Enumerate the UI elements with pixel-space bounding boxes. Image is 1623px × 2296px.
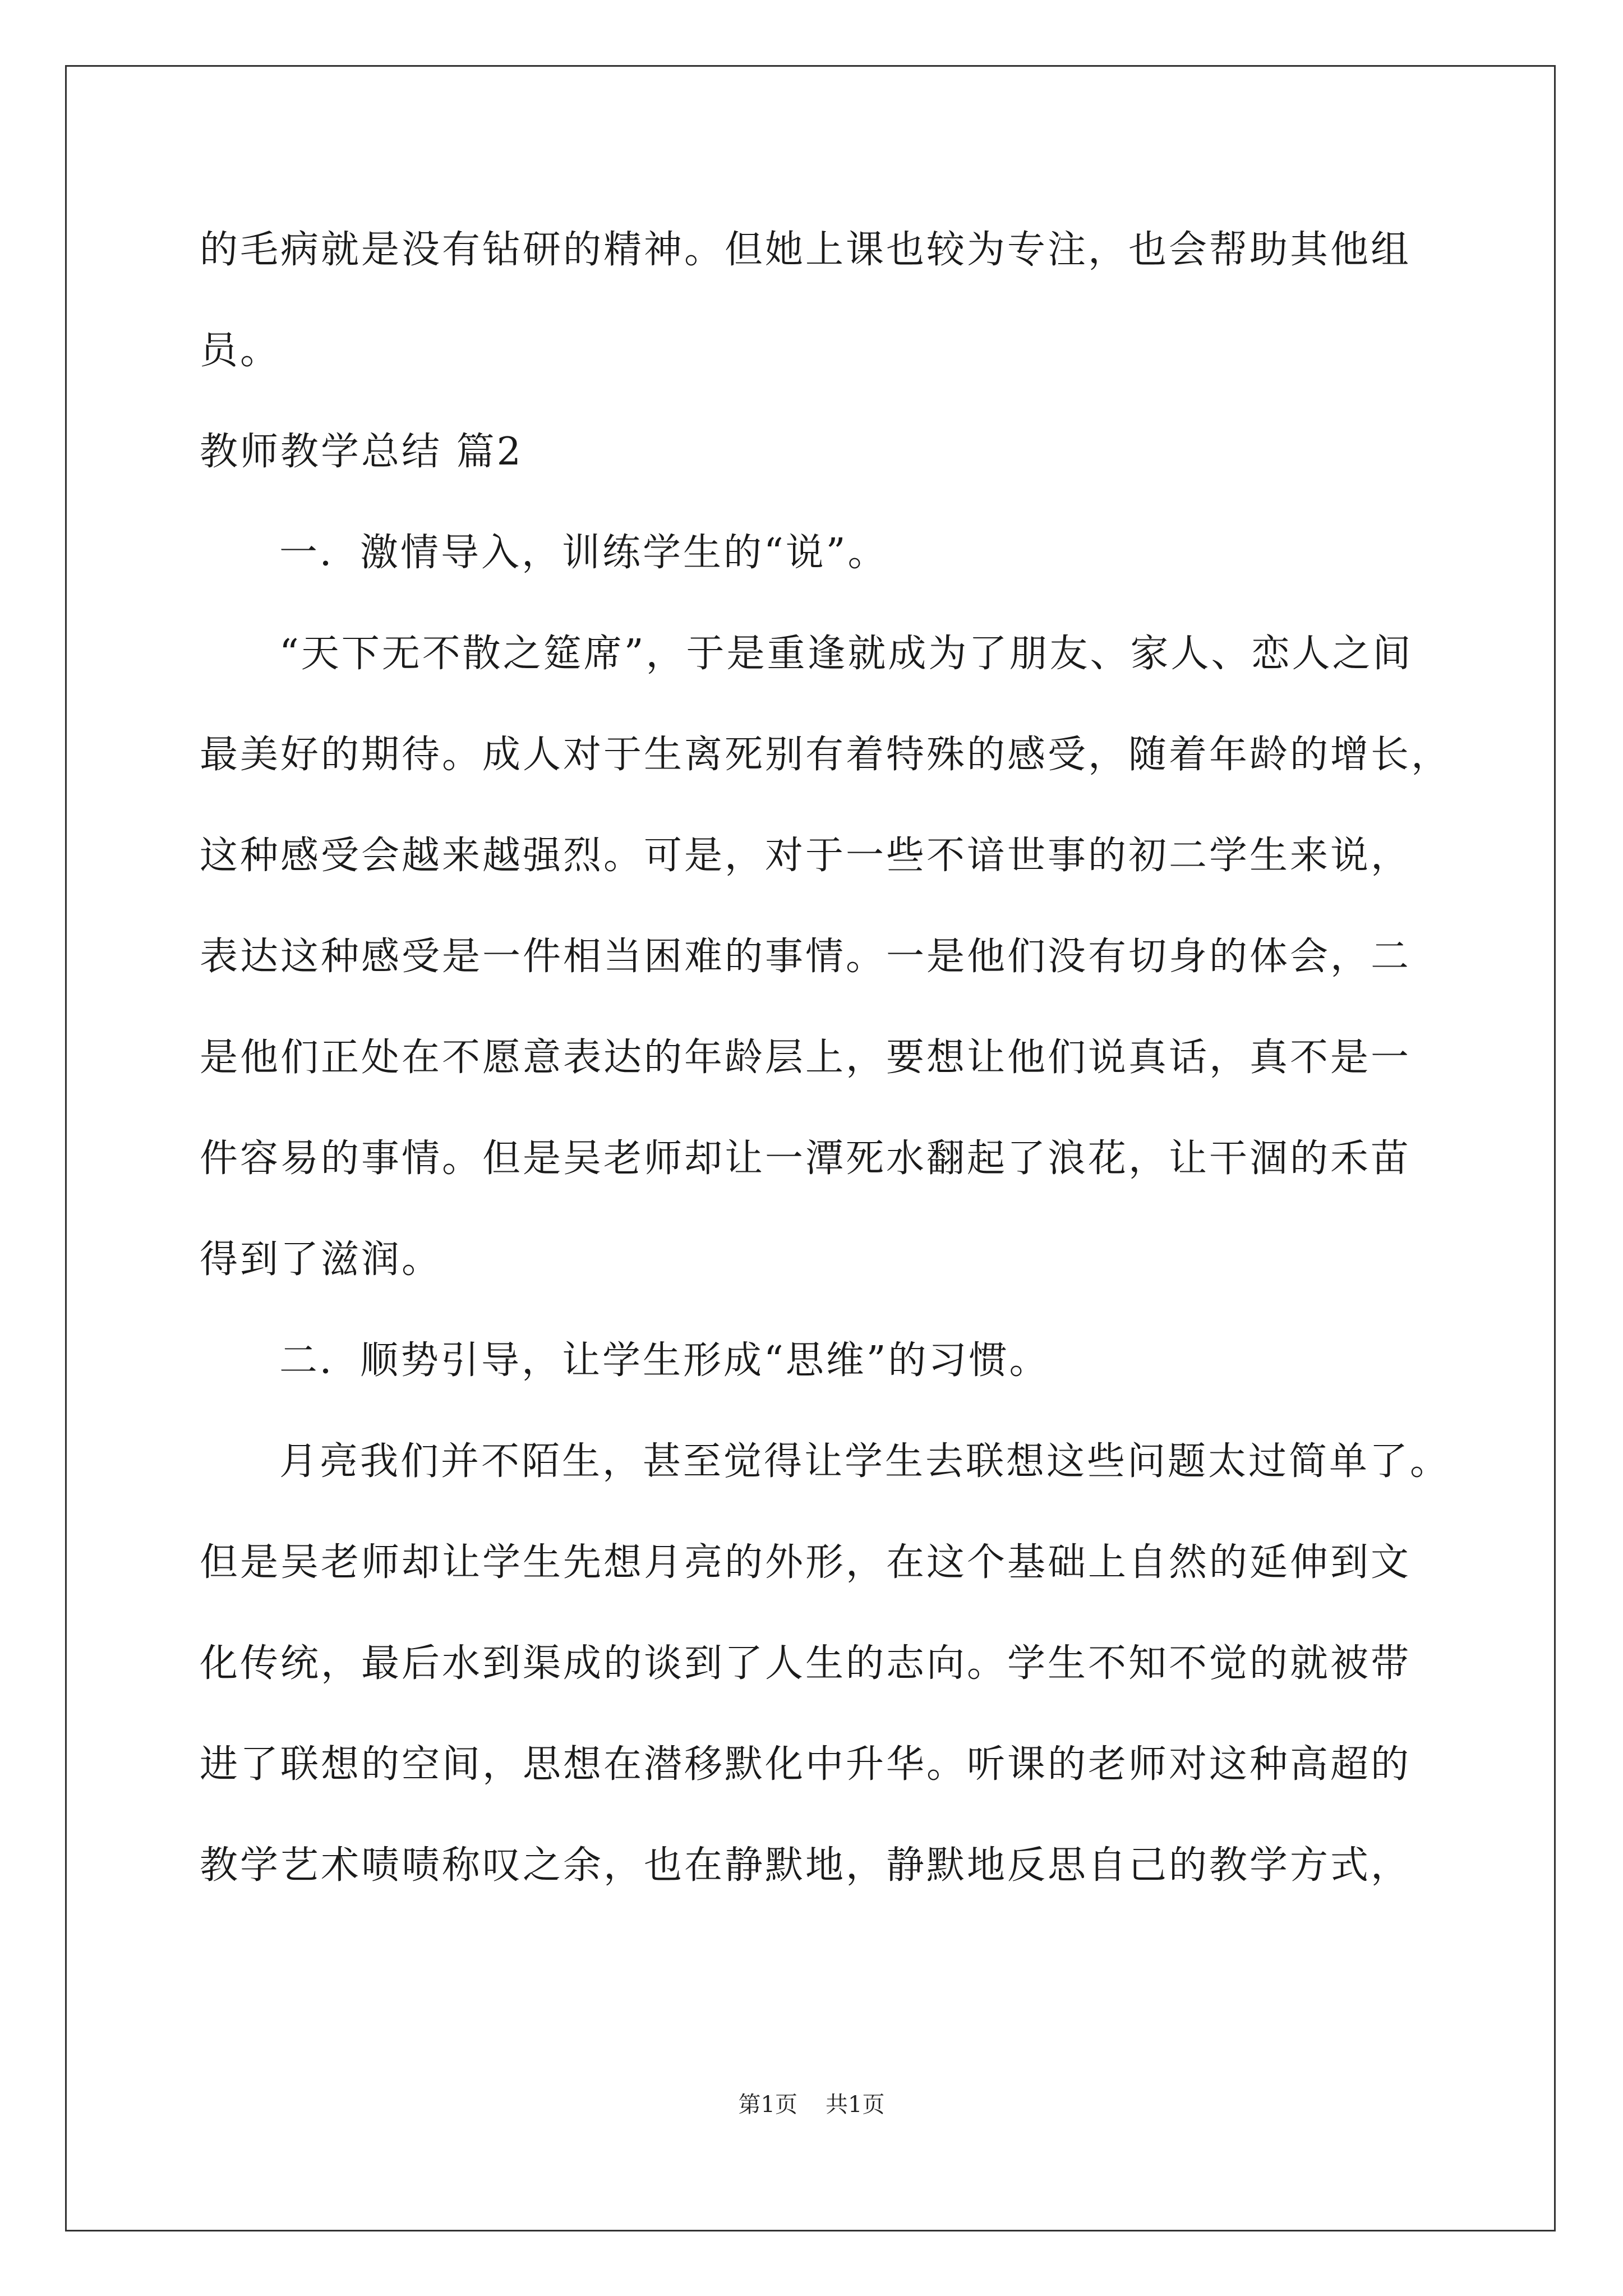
text-line: 的毛病就是没有钻研的精神。但她上课也较为专注，也会帮助其他组 (200, 228, 1412, 272)
text-line: 员。 (200, 329, 281, 373)
text-line: 化传统，最后水到渠成的谈到了人生的志向。学生不知不觉的就被带 (200, 1641, 1412, 1686)
text-line: 进了联想的空间，思想在潜移默化中升华。听课的老师对这种高超的 (200, 1742, 1412, 1787)
document-body (200, 200, 1456, 1916)
section-heading: 教师教学总结 篇2 (200, 430, 523, 474)
text-line: 月亮我们并不陌生，甚至觉得让学生去联想这些问题太过简单了。 (279, 1439, 1451, 1484)
text-line: 得到了滋润。 (200, 1237, 442, 1282)
text-line: 这种感受会越来越强烈。可是，对于一些不谙世事的初二学生来说， (200, 834, 1412, 878)
page-total: 共1页 (826, 2092, 885, 2118)
text-line: “天下无不散之筵席”，于是重逢就成为了朋友、家人、恋人之间 (279, 632, 1413, 676)
text-line: 件容易的事情。但是吴老师却让一潭死水翻起了浪花，让干涸的禾苗 (200, 1137, 1412, 1181)
page-footer (0, 2088, 1623, 2122)
subheading-2: 二．顺势引导，让学生形成“思维”的习惯。 (279, 1338, 1050, 1383)
text-line: 教学艺术啧啧称叹之余，也在静默地，静默地反思自己的教学方式， (200, 1843, 1412, 1888)
page-number: 第1页 (738, 2092, 797, 2118)
text-line: 表达这种感受是一件相当困难的事情。一是他们没有切身的体会，二 (200, 935, 1412, 979)
subheading-1: 一．激情导入，训练学生的“说”。 (279, 531, 888, 575)
text-line: 最美好的期待。成人对于生离死别有着特殊的感受，随着年龄的增长， (200, 733, 1452, 777)
text-line: 但是吴老师却让学生先想月亮的外形，在这个基础上自然的延伸到文 (200, 1540, 1412, 1585)
text-line: 是他们正处在不愿意表达的年龄层上，要想让他们说真话，真不是一 (200, 1036, 1412, 1080)
